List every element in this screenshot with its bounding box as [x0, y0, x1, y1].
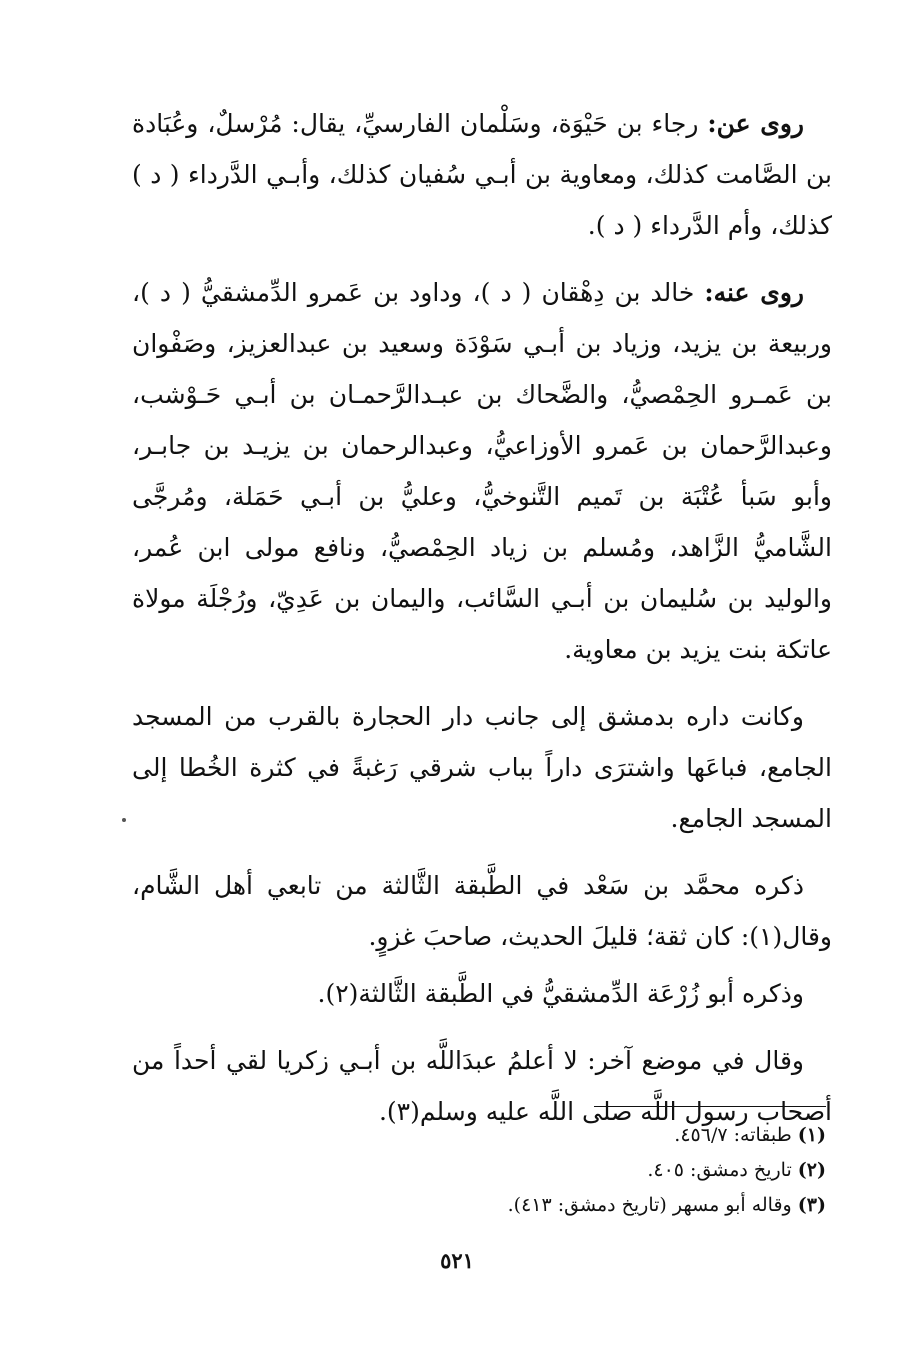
footnote-number: (٢)	[797, 1159, 826, 1181]
page-number: ٥٢١	[440, 1248, 474, 1273]
footnote-1	[226, 1118, 826, 1153]
paragraph-narrated-by	[132, 267, 832, 675]
footnote-text: وقاله أبو مسهر (تاريخ دمشق: ٤١٣).	[507, 1194, 798, 1216]
paragraph-text: ذكره محمَّد بن سَعْد في الطَّبقة الثَّالثة من تابعي أهل الشَّام، وقال(١): كان ثقة؛ قليلَ الحديث، صاحبَ غزوٍ.	[132, 871, 832, 951]
paragraph-lead: روى عن:	[707, 109, 804, 138]
margin-dot	[122, 818, 126, 822]
paragraph-text: وقال في موضع آخر: لا أعلمُ عبدَاللَّه بن أبـي زكريا لقي أحداً من أصحاب رسول اللَّه صلى اللَّه عليه وسلم(٣).	[132, 1046, 832, 1126]
footnote-number: (١)	[797, 1124, 826, 1146]
footnote-2	[226, 1153, 826, 1188]
footnote-text: طبقاته: ٤٥٦/٧.	[674, 1124, 798, 1146]
paragraph-abu-zura	[132, 968, 832, 1019]
main-text	[132, 98, 832, 1153]
footnote-divider	[594, 1106, 826, 1107]
footnote-number: (٣)	[797, 1194, 826, 1216]
footnote-3	[226, 1188, 826, 1223]
paragraph-lead: روى عنه:	[704, 278, 804, 307]
paragraph-narrated-from	[132, 98, 832, 251]
footnote-text: تاريخ دمشق: ٤٠٥.	[647, 1159, 798, 1181]
paragraph-text: رجاء بن حَيْوَة، وسَلْمان الفارسيِّ، يقال: مُرْسلٌ، وعُبَادة بن الصَّامت كذلك، ومعاوية بن أبـي سُفيان كذلك، وأبـي الدَّرداء ( د ) كذلك، وأم الدَّرداء ( د ).	[132, 109, 832, 240]
paragraph-text: وذكره أبو زُرْعَة الدِّمشقيُّ في الطَّبقة الثَّالثة(٢).	[317, 979, 804, 1008]
paragraph-text: وكانت داره بدمشق إلى جانب دار الحجارة بالقرب من المسجد الجامع، فباعَها واشترَى داراً بباب شرقي رَغبةً في كثرة الخُطا إلى المسجد الجامع.	[132, 702, 832, 833]
paragraph-ibn-sad	[132, 860, 832, 962]
paragraph-house	[132, 691, 832, 844]
paragraph-text: خالد بن دِهْقان ( د )، وداود بن عَمرو الدِّمشقيُّ ( د )، وربيعة بن يزيد، وزياد بن أبـي سَوْدَة وسعيد بن عبدالعزيز، وصَفْوان بن عَمـرو الحِمْصيُّ، والضَّحاك بن عبـدالرَّحمـان بن أبـي حَـوْشب، وعبدالرَّحمان بن عَمرو الأوزاعيُّ، وعبدالرحمان بن يزيـد بن جابـر، وأبو سَبأ عُتْبَة بن تَميم التَّنوخيُّ، وعليُّ بن أبـي حَمَلة، ومُرجَّى الشَّاميُّ الزَّاهد، ومُسلم بن زياد الحِمْصيُّ، ونافع مولى ابن عُمر، والوليد بن سُليمان بن أبـي السَّائب، واليمان بن عَدِيّ، ورُجْلَة مولاة عاتكة بنت يزيد بن معاوية.	[132, 278, 832, 664]
footnotes	[226, 1118, 826, 1223]
